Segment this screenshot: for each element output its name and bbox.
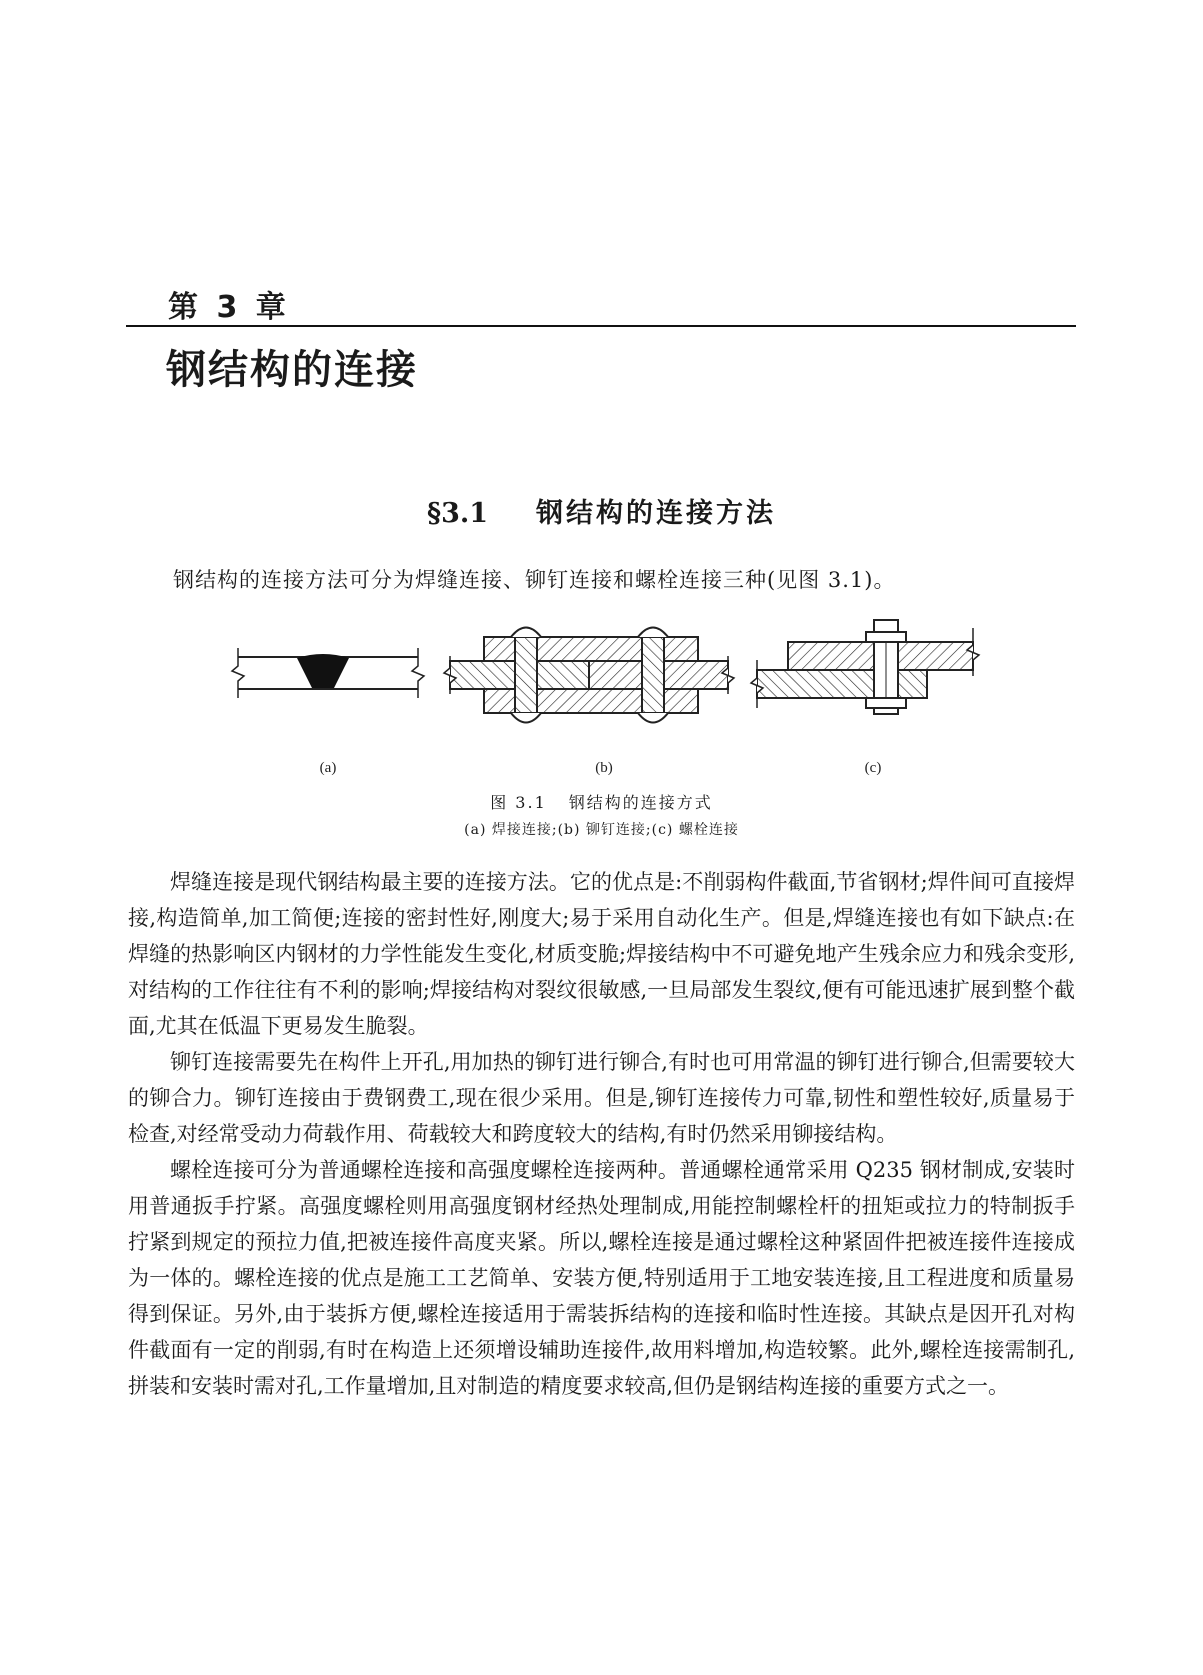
panel-label-b: (b): [595, 760, 613, 776]
section-number: §3.1: [426, 498, 489, 529]
panel-label-a: (a): [319, 760, 337, 776]
panel-c-bolt-diagram: [751, 620, 979, 714]
rivet-right: [638, 628, 668, 723]
intro-paragraph: 钢结构的连接方法可分为焊缝连接、铆钉连接和螺栓连接三种(见图 3.1)。: [173, 568, 896, 592]
rivet-left: [511, 628, 541, 723]
section-heading: [0, 491, 1203, 530]
figure-subcaption: (a) 焊接连接;(b) 铆钉连接;(c) 螺栓连接: [464, 822, 739, 838]
section-title: 钢结构的连接方法: [536, 498, 777, 529]
paragraph-welding: 焊缝连接是现代钢结构最主要的连接方法。它的优点是:不削弱构件截面,节省钢材;焊件间可直接焊接,构造简单,加工简便;连接的密封性好,刚度大;易于采用自动化生产。但是,焊缝连接也有如下缺点:在焊缝的热影响区内钢材的力学性能发生变化,材质变脆;焊接结构中不可避免地产生残余应力和残余变形,对结构的工作往往有不利的影响;焊接结构对裂纹很敏感,一旦局部发生裂纹,便有可能迅速扩展到整个截面,尤其在低温下更易发生脆裂。: [128, 870, 1075, 1038]
figure-caption-title: 钢结构的连接方式: [568, 793, 713, 812]
chapter-label: 第 3 章: [168, 290, 290, 325]
panel-b-rivet-diagram: [444, 628, 734, 723]
connection-figure: [0, 600, 1203, 780]
chapter-rule: [126, 325, 1076, 327]
body-text: [128, 864, 1075, 1404]
panel-a-weld-diagram: [232, 648, 424, 698]
weld-bead: [297, 654, 349, 688]
paragraph-bolting: 螺栓连接可分为普通螺栓连接和高强度螺栓连接两种。普通螺栓通常采用 Q235 钢材制成,安装时用普通扳手拧紧。高强度螺栓则用高强度钢材经热处理制成,用能控制螺栓杆的扭矩或拉力的特制扳手拧紧到规定的预拉力值,把被连接件高度夹紧。所以,螺栓连接是通过螺栓这种紧固件把被连接件连接成为一体的。螺栓连接的优点是施工工艺简单、安装方便,特别适用于工地安装连接,且工程进度和质量易得到保证。另外,由于装拆方便,螺栓连接适用于需装拆结构的连接和临时性连接。其缺点是因开孔对构件截面有一定的削弱,有时在构造上还须增设辅助连接件,故用料增加,构造较繁。此外,螺栓连接需制孔,拼装和安装时需对孔,工作量增加,且对制造的精度要求较高,但仍是钢结构连接的重要方式之一。: [128, 1158, 1075, 1398]
paragraph-riveting: 铆钉连接需要先在构件上开孔,用加热的铆钉进行铆合,有时也可用常温的铆钉进行铆合,但需要较大的铆合力。铆钉连接由于费钢费工,现在很少采用。但是,铆钉连接传力可靠,韧性和塑性较好,质量易于检查,对经常受动力荷载作用、荷载较大和跨度较大的结构,有时仍然采用铆接结构。: [128, 1050, 1075, 1146]
panel-label-c: (c): [864, 760, 882, 776]
chapter-title: 钢结构的连接: [166, 347, 418, 393]
figure-caption-number: 图 3.1: [490, 793, 547, 812]
figure-caption: [0, 790, 1203, 813]
